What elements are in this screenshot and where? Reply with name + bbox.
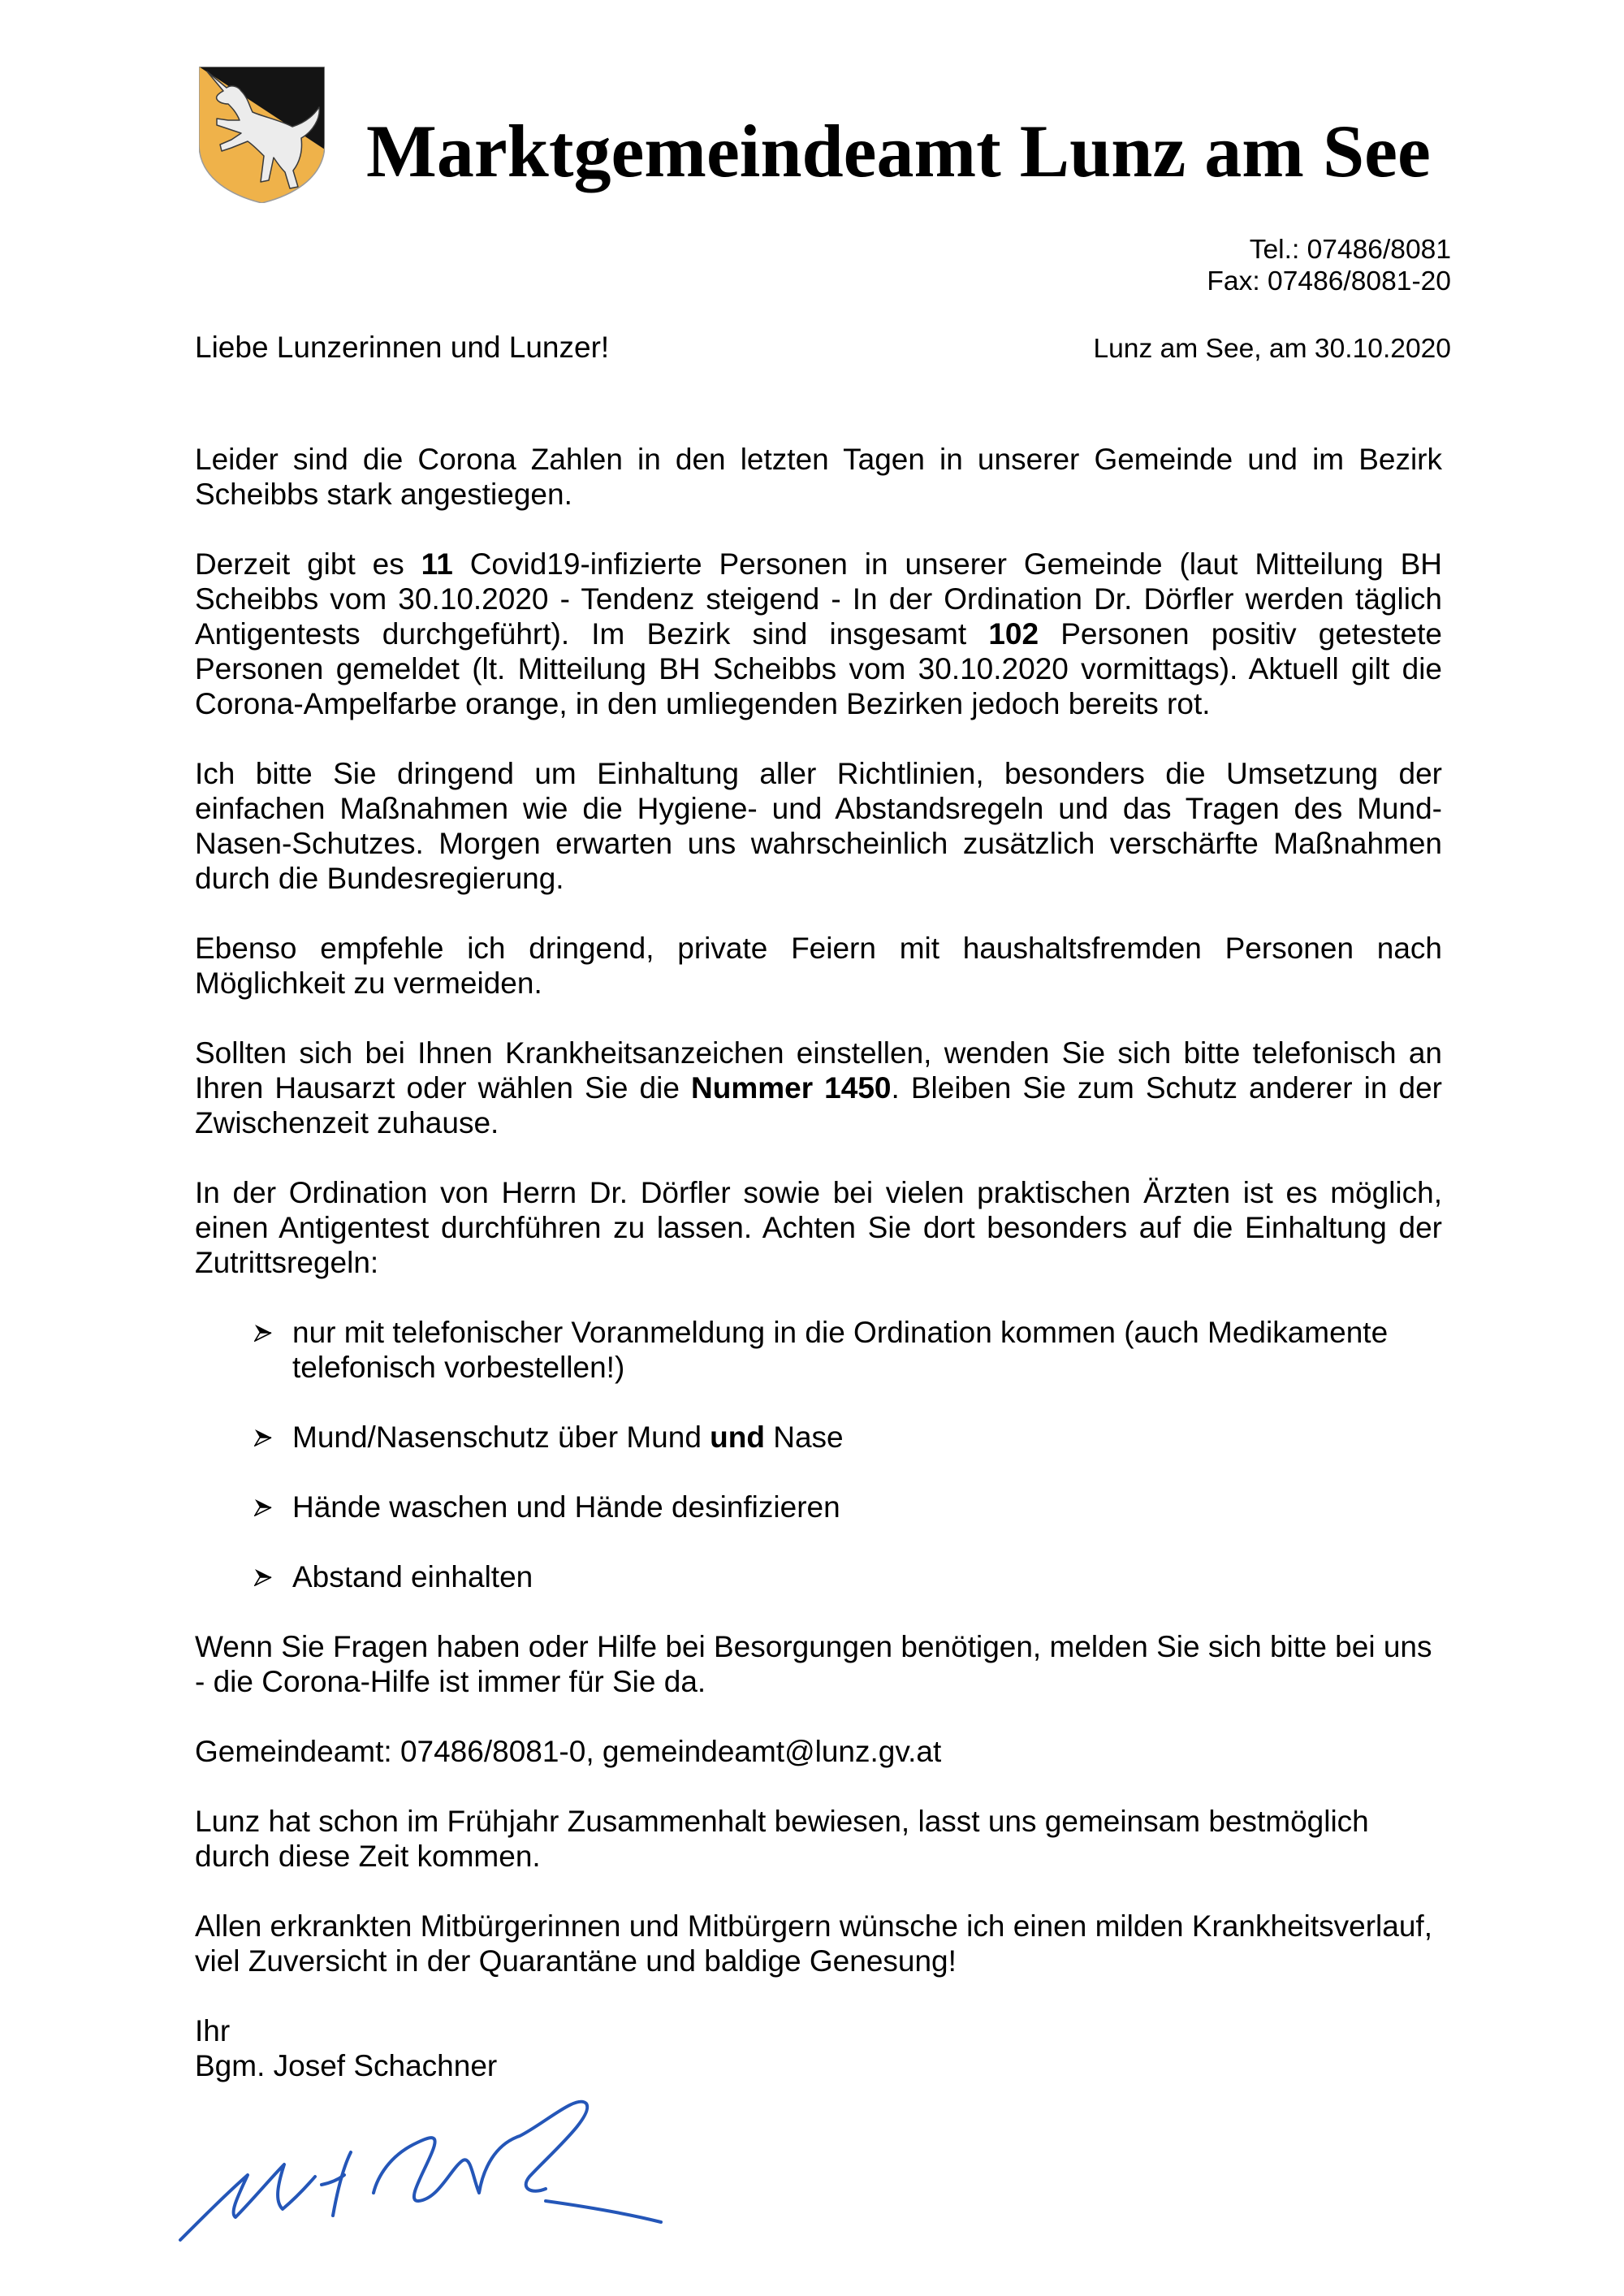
paragraph-line: Ebenso empfehle ich dringend, private Feiern mit haushaltsfremden Personen nach xyxy=(195,932,1442,965)
paragraph xyxy=(195,1036,1442,1140)
line-text: Mund/Nasenschutz über Mund xyxy=(292,1420,710,1454)
coat-of-arms-icon xyxy=(199,67,325,203)
paragraph xyxy=(195,931,1442,1001)
contact-tel: Tel.: 07486/8081 xyxy=(1249,235,1451,265)
paragraph-line: Personen gemeldet (lt. Mitteilung BH Scheibbs vom 30.10.2020 vormittags). Aktuell gilt die xyxy=(195,652,1442,685)
page-title: Marktgemeindeamt Lunz am See xyxy=(366,110,1431,192)
bullet-list xyxy=(195,1315,1442,1594)
paragraph-line: Zutrittsregeln: xyxy=(195,1246,379,1279)
signature-image xyxy=(171,2079,674,2258)
paragraph-line xyxy=(195,1070,1442,1105)
line-text: Covid19-infizierte Personen in unserer Gemeinde (laut Mitteilung BH xyxy=(452,547,1442,581)
line-text: Antigentests durchgeführt). Im Bezirk sind insgesamt xyxy=(195,617,989,651)
paragraph-line: einfachen Maßnahmen wie die Hygiene- und Abstandsregeln und das Tragen des Mund- xyxy=(195,792,1442,825)
paragraph-line: Zwischenzeit zuhause. xyxy=(195,1106,499,1139)
paragraph xyxy=(195,1175,1442,1280)
contact-paragraph xyxy=(195,1734,1442,1769)
bullet-line: Abstand einhalten xyxy=(292,1560,533,1593)
paragraph xyxy=(195,547,1442,721)
letter-body xyxy=(195,442,1442,2083)
paragraph xyxy=(195,756,1442,896)
bullet-item xyxy=(195,1490,1442,1524)
paragraph xyxy=(195,442,1442,512)
paragraph-line xyxy=(195,547,1442,582)
bullet-item xyxy=(195,1315,1442,1385)
paragraph-line xyxy=(195,616,1442,651)
paragraph-line: durch die Bundesregierung. xyxy=(195,862,564,895)
line-text: Ihren Hausarzt oder wählen Sie die xyxy=(195,1071,691,1105)
bullet-item xyxy=(195,1559,1442,1594)
greeting: Liebe Lunzerinnen und Lunzer! xyxy=(195,331,610,364)
signatory-name: Bgm. Josef Schachner xyxy=(195,2049,498,2082)
paragraph xyxy=(195,1804,1442,1874)
paragraph-line: Nasen-Schutzes. Morgen erwarten uns wahrscheinlich zusätzlich verschärfte Maßnahmen xyxy=(195,827,1442,860)
greeting-row xyxy=(195,330,1451,366)
bullet-line: telefonisch vorbestellen!) xyxy=(292,1351,625,1384)
bullet-item xyxy=(195,1420,1442,1455)
contact-fax: Fax: 07486/8081-20 xyxy=(1207,266,1451,296)
bullet-line: Hände waschen und Hände desinfizieren xyxy=(292,1490,840,1524)
line-text: Personen positiv getestete xyxy=(1039,617,1442,651)
arrow-bullet-icon xyxy=(254,1498,272,1516)
bullet-line: nur mit telefonischer Voranmeldung in die Ordination kommen (auch Medikamente xyxy=(292,1316,1389,1349)
paragraph-line: Corona-Ampelfarbe orange, in den umliegenden Bezirken jedoch bereits rot. xyxy=(195,687,1211,720)
paragraph xyxy=(195,1629,1442,1699)
emphasis: und xyxy=(710,1420,765,1454)
paragraph-line: Ich bitte Sie dringend um Einhaltung aller Richtlinien, besonders die Umsetzung der xyxy=(195,757,1442,790)
paragraph-line: Allen erkrankten Mitbürgerinnen und Mitbürgern wünsche ich einen milden Krankheitsverlauf, xyxy=(195,1909,1432,1943)
paragraph-line: - die Corona-Hilfe ist immer für Sie da. xyxy=(195,1665,706,1698)
paragraph-line: Leider sind die Corona Zahlen in den letzten Tagen in unserer Gemeinde und im Bezirk xyxy=(195,443,1442,476)
paragraph-line: Wenn Sie Fragen haben oder Hilfe bei Besorgungen benötigen, melden Sie sich bitte bei uns xyxy=(195,1630,1432,1663)
paragraph-line: Gemeindeamt: 07486/8081-0, gemeindeamt@lunz.gv.at xyxy=(195,1735,942,1768)
arrow-bullet-icon xyxy=(254,1324,272,1342)
arrow-bullet-icon xyxy=(254,1568,272,1586)
line-text: . Bleiben Sie zum Schutz anderer in der xyxy=(891,1071,1443,1105)
closing-regards: Ihr xyxy=(195,2014,231,2047)
paragraph-line: Scheibbs vom 30.10.2020 - Tendenz steigend - In der Ordination Dr. Dörfler werden täglich xyxy=(195,582,1442,616)
closing-block xyxy=(195,2013,1442,2083)
paragraph-line: durch diese Zeit kommen. xyxy=(195,1840,541,1873)
district-count: 102 xyxy=(988,617,1039,651)
hotline-number: Nummer 1450 xyxy=(691,1071,892,1105)
arrow-bullet-icon xyxy=(254,1429,272,1446)
paragraph-line: Lunz hat schon im Frühjahr Zusammenhalt bewiesen, lasst uns gemeinsam bestmöglich xyxy=(195,1805,1369,1838)
paragraph xyxy=(195,1909,1442,1978)
contact-block xyxy=(1207,234,1451,297)
bullet-line xyxy=(292,1420,1442,1455)
paragraph-line: viel Zuversicht in der Quarantäne und baldige Genesung! xyxy=(195,1944,957,1978)
infected-count: 11 xyxy=(421,547,453,581)
paragraph-line: Möglichkeit zu vermeiden. xyxy=(195,966,542,1000)
paragraph-line: einen Antigentest durchführen zu lassen. Achten Sie dort besonders auf die Einhaltung der xyxy=(195,1211,1442,1244)
place-date: Lunz am See, am 30.10.2020 xyxy=(1093,334,1451,364)
paragraph-line: Scheibbs stark angestiegen. xyxy=(195,478,572,511)
line-text: Nase xyxy=(764,1420,844,1454)
paragraph-line: In der Ordination von Herrn Dr. Dörfler sowie bei vielen praktischen Ärzten ist es möglich, xyxy=(195,1176,1442,1209)
line-text: Derzeit gibt es xyxy=(195,547,421,581)
paragraph-line: Sollten sich bei Ihnen Krankheitsanzeichen einstellen, wenden Sie sich bitte telefonisch an xyxy=(195,1036,1442,1070)
